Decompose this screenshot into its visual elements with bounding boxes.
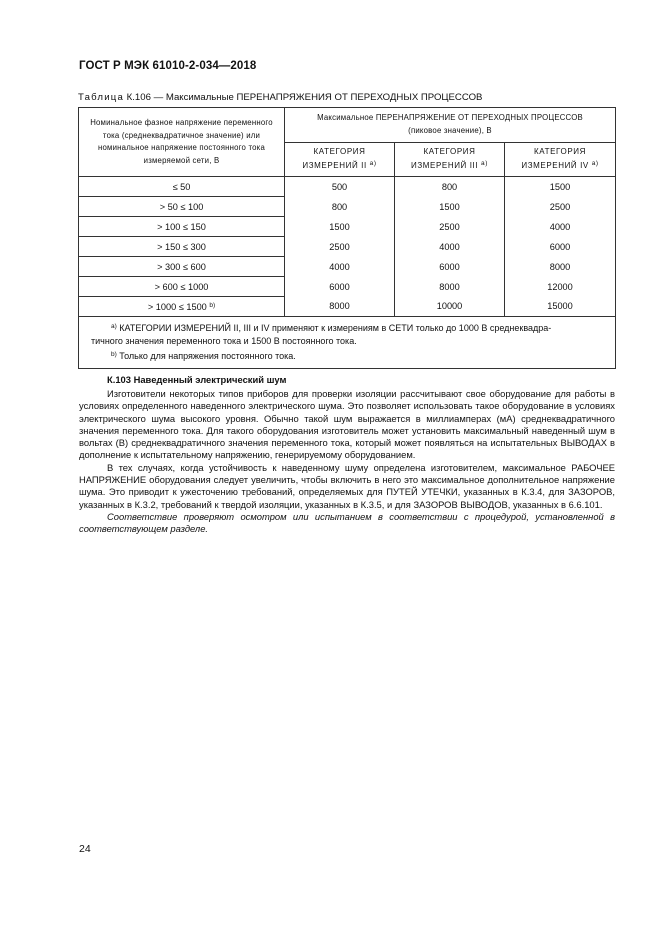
category-header-iv	[505, 142, 616, 177]
voltage-cell	[79, 297, 285, 317]
cat-ii-cell: 2500	[285, 237, 395, 257]
footnote-ref-b: b)	[209, 301, 216, 309]
cat-iv-cell: 8000	[505, 257, 616, 277]
cat-ii-cell: 8000	[285, 297, 395, 317]
category-line1: КАТЕГОРИЯ	[534, 147, 586, 157]
voltage-cell: > 600 ≤ 1000	[79, 277, 285, 297]
voltage-value: > 1000 ≤ 1500	[147, 301, 207, 312]
cat-ii-cell: 4000	[285, 257, 395, 277]
note-a-text: КАТЕГОРИИ ИЗМЕРЕНИЙ II, III и IV применяют к измерениям в СЕТИ только до 1000 В среднеквадра-	[116, 323, 552, 333]
cat-iii-cell: 2500	[395, 217, 505, 237]
cat-iv-cell: 6000	[505, 237, 616, 257]
table-caption-label: Таблица	[78, 92, 125, 103]
note-b	[91, 349, 605, 363]
section-title: К.103 Наведенный электрический шум	[107, 374, 287, 385]
category-header-ii	[285, 142, 395, 177]
category-line1: КАТЕГОРИЯ	[423, 147, 476, 157]
table-row	[79, 297, 616, 317]
note-b-text: Только для напряжения постоянного тока.	[116, 351, 296, 361]
category-line1: КАТЕГОРИЯ	[313, 147, 366, 157]
cat-ii-cell: 800	[285, 197, 395, 217]
cat-iii-cell: 6000	[395, 257, 505, 277]
paragraph: В тех случаях, когда устойчивость к наведенному шуму определена изготовителем, максимальное РАБОЧЕЕ НАПРЯЖЕНИЕ оборудования следует увеличить, чтобы включить в него это максимальное дополнительное напряжение шума. Это приводит к ужесточению требований, определяемых для ПУТЕЙ УТЕЧКИ, указанных в К.3.4, для ЗАЗОРОВ, указанных в К.3.2, требований к твердой изоляции, указанных в К.3.5, и для ЗАЗОРОВ ВЫВОДОВ, указанных в 6.6.101.	[79, 461, 615, 510]
cat-ii-cell: 500	[285, 177, 395, 197]
table-header-row	[79, 108, 616, 143]
page-number: 24	[79, 843, 91, 855]
paragraph: Изготовители некоторых типов приборов для проверки изоляции рассчитывают свое оборудование для работы в условиях определенного наведенного электрического шума. Это позволяет использовать такое оборудование в условиях электрического шума высокого уровня. Обычно такой шум выражается в миллиамперах (мА) среднеквадратичного значения переменного тока. Для такого оборудования изготовитель может установить максимальный наведенный шум в вольтах (В) среднеквадратичного значения переменного тока, который может появляться на испытательных ВЫВОДАХ в дополнение к испытательному напряжению, генерируемому оборудованием.	[79, 388, 615, 461]
footnote-ref-a: a)	[369, 160, 377, 168]
category-line2: ИЗМЕРЕНИЙ III	[410, 161, 479, 171]
note-a	[91, 321, 605, 335]
cat-iv-cell: 15000	[505, 297, 616, 317]
table-row	[79, 217, 616, 237]
cat-iv-cell: 4000	[505, 217, 616, 237]
cat-iii-cell: 800	[395, 177, 505, 197]
cat-iv-cell: 2500	[505, 197, 616, 217]
cat-ii-cell: 1500	[285, 217, 395, 237]
group-header	[285, 108, 616, 143]
section-body	[79, 388, 615, 536]
category-line2: ИЗМЕРЕНИЙ II	[302, 161, 367, 171]
col-voltage-header: Номинальное фазное напряжение переменного тока (среднеквадратичное значение) или номинальное напряжение постоянного тока измеряемой сети, В	[79, 108, 285, 177]
table-notes	[79, 317, 616, 369]
document-header: ГОСТ Р МЭК 61010-2-034—2018	[79, 60, 257, 72]
compliance-paragraph: Соответствие проверяют осмотром или испытанием в соответствии с процедурой, установленной в соответствующем разделе.	[79, 510, 615, 535]
cat-iii-cell: 10000	[395, 297, 505, 317]
voltage-cell: ≤ 50	[79, 177, 285, 197]
group-header-line1: Максимальное ПЕРЕНАПРЯЖЕНИЕ ОТ ПЕРЕХОДНЫХ ПРОЦЕССОВ	[317, 113, 583, 123]
table-row	[79, 197, 616, 217]
table-row	[79, 257, 616, 277]
voltage-cell: > 100 ≤ 150	[79, 217, 285, 237]
note-b-marker: b)	[111, 351, 117, 358]
table-row	[79, 237, 616, 257]
table-row	[79, 277, 616, 297]
table-caption	[78, 92, 482, 103]
voltage-cell: > 300 ≤ 600	[79, 257, 285, 277]
cat-iii-cell: 4000	[395, 237, 505, 257]
cat-ii-cell: 6000	[285, 277, 395, 297]
note-a-marker: a)	[111, 323, 117, 330]
table-row	[79, 177, 616, 197]
category-header-iii	[395, 142, 505, 177]
group-header-line2: (пиковое значение), В	[408, 125, 492, 135]
footnote-ref-a: a)	[591, 160, 599, 168]
cat-iv-cell: 12000	[505, 277, 616, 297]
overvoltage-table	[78, 107, 616, 369]
cat-iii-cell: 8000	[395, 277, 505, 297]
voltage-cell: > 150 ≤ 300	[79, 237, 285, 257]
table-caption-text: К.106 — Максимальные ПЕРЕНАПРЯЖЕНИЯ ОТ ПЕРЕХОДНЫХ ПРОЦЕССОВ	[124, 92, 483, 103]
category-line2: ИЗМЕРЕНИЙ IV	[521, 161, 589, 171]
footnote-ref-a: a)	[481, 160, 489, 168]
table-notes-row	[79, 317, 616, 369]
cat-iv-cell: 1500	[505, 177, 616, 197]
voltage-cell: > 50 ≤ 100	[79, 197, 285, 217]
cat-iii-cell: 1500	[395, 197, 505, 217]
note-a-continuation: тичного значения переменного тока и 1500 В постоянного тока.	[91, 335, 357, 346]
